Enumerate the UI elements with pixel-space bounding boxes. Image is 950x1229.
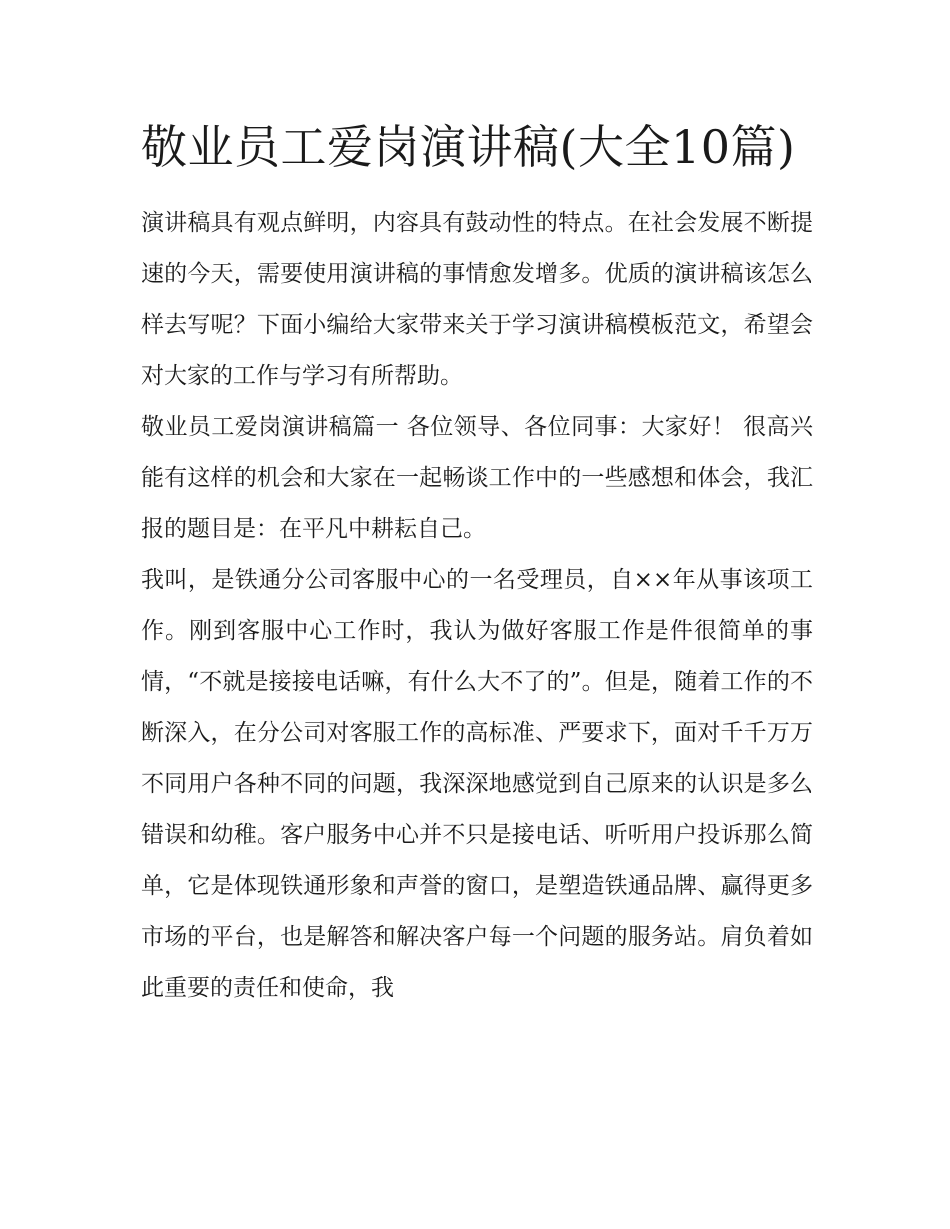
paragraph-intro: 演讲稿具有观点鲜明，内容具有鼓动性的特点。在社会发展不断提速的今天，需要使用演讲稿的事情愈发增多。优质的演讲稿该怎么样去写呢？下面小编给大家带来关于学习演讲稿模板范文，希望会对大家的工作与学习有所帮助。 — [141, 210, 813, 389]
document-title: 敬业员工爱岗演讲稿(大全10篇) — [141, 120, 796, 174]
document-body — [141, 116, 813, 1014]
paragraph-main: 我叫，是铁通分公司客服中心的一名受理员，自××年从事该项工作。刚到客服中心工作时，我认为做好客服工作是件很简单的事情，“不就是接接电话嘛，有什么大不了的”。但是，随着工作的不断深入，在分公司对客服工作的高标准、严要求下，面对千千万万不同用户各种不同的问题，我深深地感觉到自己原来的认识是多么错误和幼稚。客户服务中心并不只是接电话、听听用户投诉那么简单，它是体现铁通形象和声誉的窗口，是塑造铁通品牌、赢得更多市场的平台，也是解答和解决客户每一个问题的服务站。肩负着如此重要的责任和使命，我 — [141, 567, 813, 1001]
paragraph-greeting: 敬业员工爱岗演讲稿篇一 各位领导、各位同事：大家好！ 很高兴能有这样的机会和大家在一起畅谈工作中的一些感想和体会，我汇报的题目是：在平凡中耕耘自己。 — [141, 414, 813, 542]
